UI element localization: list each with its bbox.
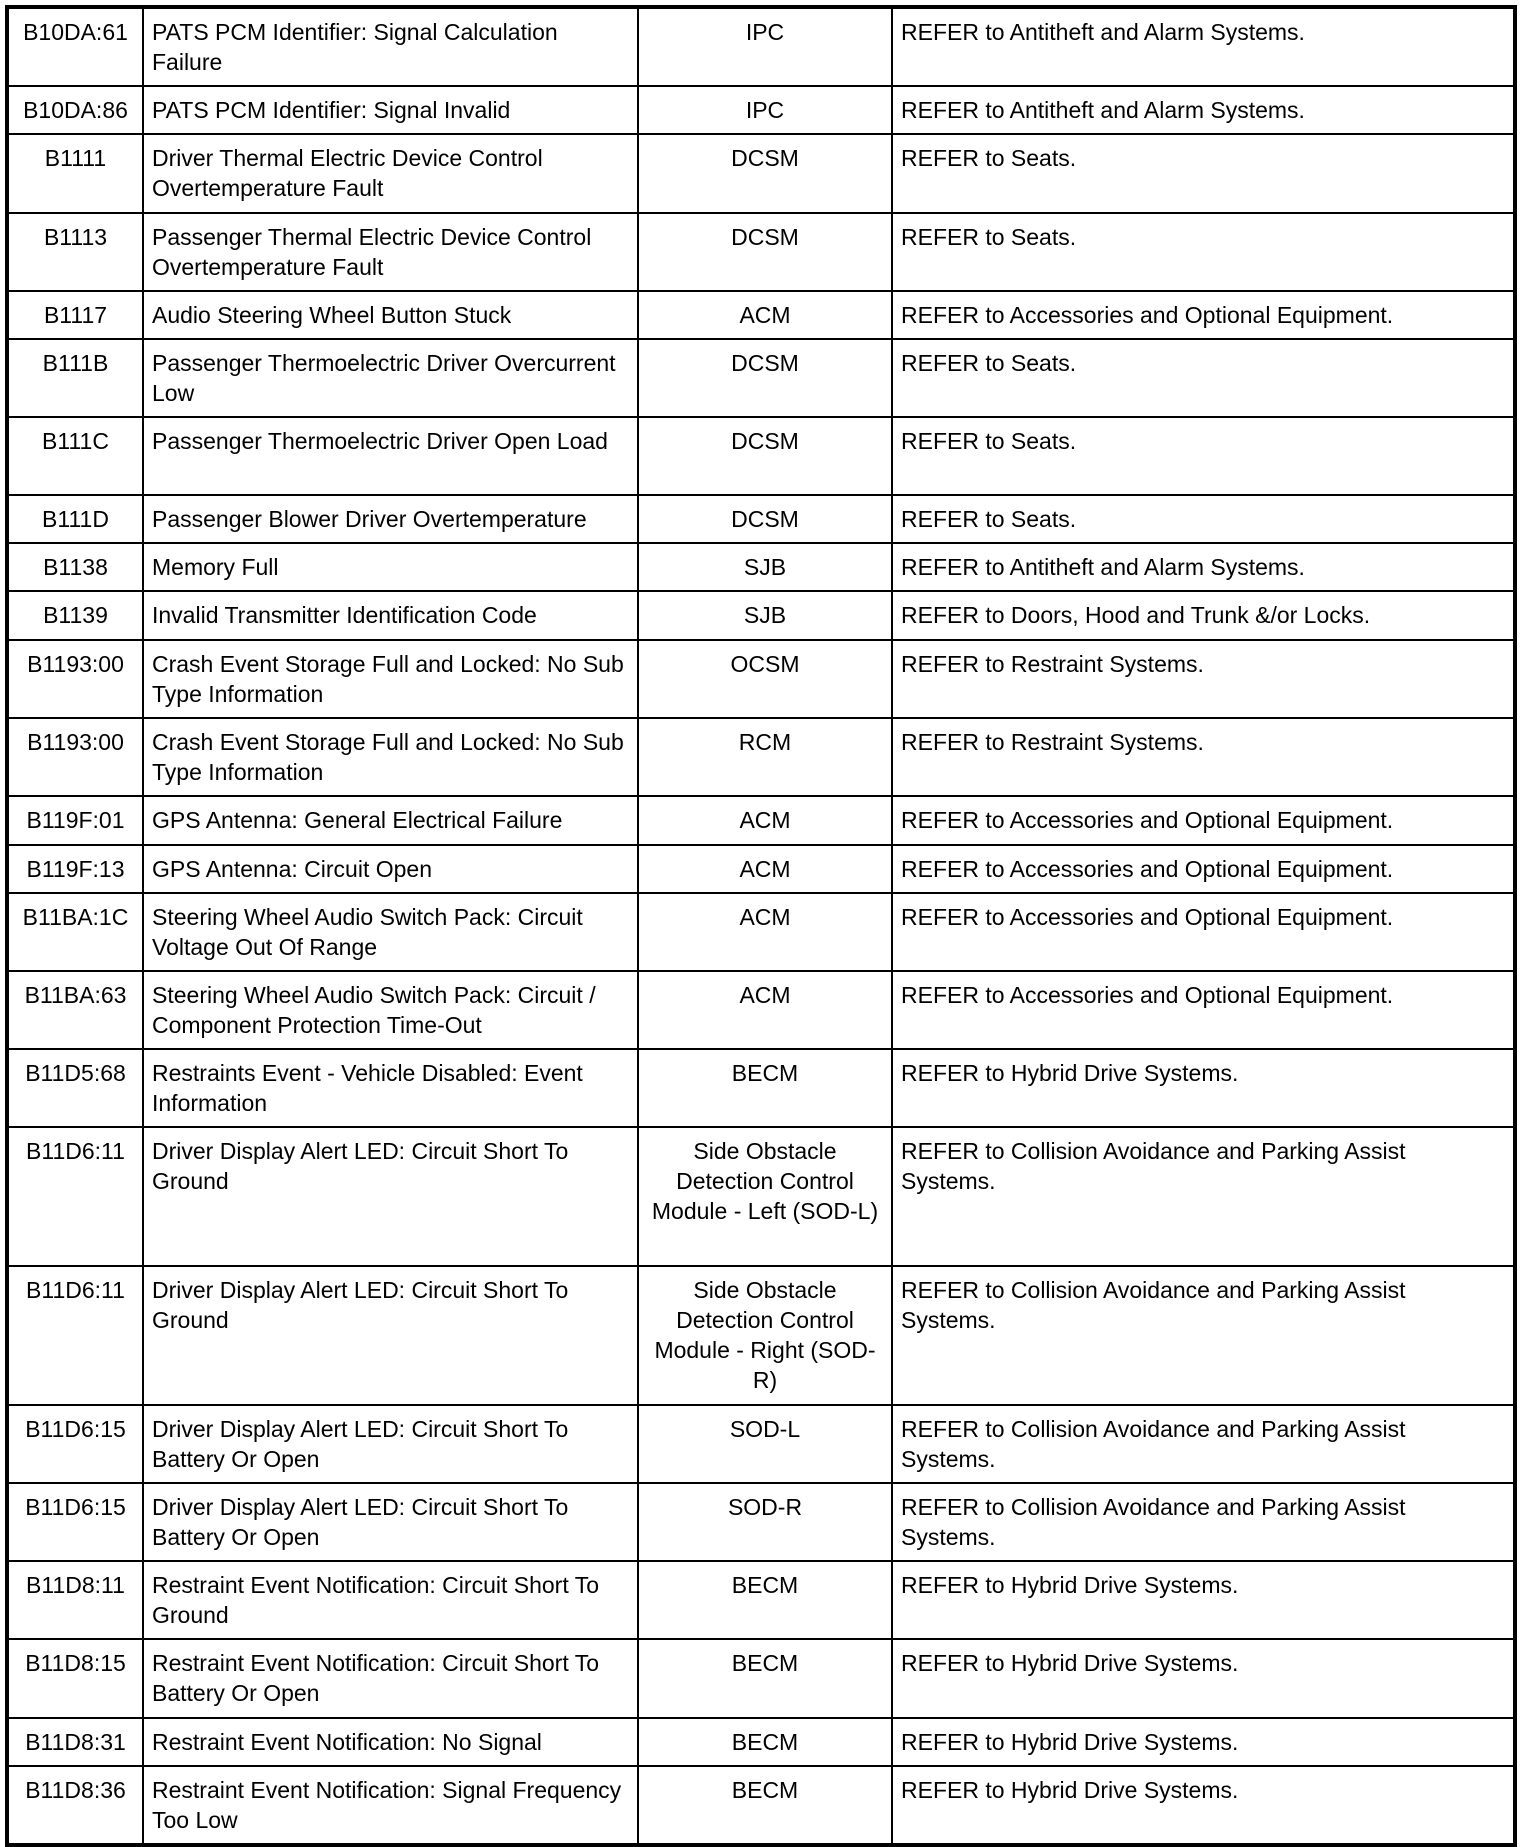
- module-cell: Side Obstacle Detection Control Module - Right (SOD-R): [638, 1266, 892, 1405]
- description-cell: Driver Display Alert LED: Circuit Short To Battery Or Open: [143, 1483, 638, 1561]
- action-cell: REFER to Accessories and Optional Equipment.: [892, 291, 1515, 339]
- description-cell: Driver Thermal Electric Device Control Overtemperature Fault: [143, 134, 638, 213]
- action-cell: REFER to Accessories and Optional Equipment.: [892, 893, 1515, 971]
- dtc-code-cell: B119F:13: [7, 845, 143, 893]
- description-cell: Invalid Transmitter Identification Code: [143, 591, 638, 640]
- module-cell: SJB: [638, 543, 892, 591]
- description-cell: Restraint Event Notification: Circuit Short To Battery Or Open: [143, 1639, 638, 1718]
- module-cell: BECM: [638, 1561, 892, 1639]
- table-row: [7, 339, 1515, 417]
- dtc-code-cell: B10DA:61: [7, 7, 143, 86]
- table-row: [7, 1266, 1515, 1405]
- module-cell: ACM: [638, 893, 892, 971]
- action-cell: REFER to Restraint Systems.: [892, 718, 1515, 796]
- description-cell: Driver Display Alert LED: Circuit Short To Ground: [143, 1127, 638, 1266]
- table-row: [7, 893, 1515, 971]
- description-cell: Crash Event Storage Full and Locked: No Sub Type Information: [143, 640, 638, 718]
- description-cell: Audio Steering Wheel Button Stuck: [143, 291, 638, 339]
- action-cell: REFER to Seats.: [892, 417, 1515, 495]
- dtc-code-cell: B119F:01: [7, 796, 143, 845]
- action-cell: REFER to Hybrid Drive Systems.: [892, 1049, 1515, 1127]
- description-cell: Steering Wheel Audio Switch Pack: Circuit Voltage Out Of Range: [143, 893, 638, 971]
- table-row: [7, 86, 1515, 134]
- dtc-code-cell: B11D6:15: [7, 1483, 143, 1561]
- module-cell: IPC: [638, 86, 892, 134]
- module-cell: ACM: [638, 845, 892, 893]
- table-row: [7, 796, 1515, 845]
- table-row: [7, 291, 1515, 339]
- description-cell: Passenger Thermoelectric Driver Open Load: [143, 417, 638, 495]
- dtc-code-cell: B11D6:11: [7, 1127, 143, 1266]
- description-cell: PATS PCM Identifier: Signal Calculation Failure: [143, 7, 638, 86]
- module-cell: IPC: [638, 7, 892, 86]
- dtc-code-cell: B11D6:15: [7, 1405, 143, 1483]
- module-cell: OCSM: [638, 640, 892, 718]
- dtc-table-body: [7, 7, 1515, 1845]
- module-cell: BECM: [638, 1718, 892, 1766]
- dtc-code-cell: B11D8:31: [7, 1718, 143, 1766]
- dtc-table: [5, 5, 1517, 1847]
- table-row: [7, 1049, 1515, 1127]
- module-cell: DCSM: [638, 134, 892, 213]
- dtc-code-cell: B11D5:68: [7, 1049, 143, 1127]
- table-row: [7, 1483, 1515, 1561]
- dtc-code-cell: B11D8:15: [7, 1639, 143, 1718]
- action-cell: REFER to Collision Avoidance and Parking Assist Systems.: [892, 1405, 1515, 1483]
- description-cell: Restraint Event Notification: No Signal: [143, 1718, 638, 1766]
- action-cell: REFER to Hybrid Drive Systems.: [892, 1766, 1515, 1845]
- action-cell: REFER to Seats.: [892, 339, 1515, 417]
- dtc-code-cell: B111C: [7, 417, 143, 495]
- action-cell: REFER to Seats.: [892, 213, 1515, 291]
- dtc-code-cell: B11BA:63: [7, 971, 143, 1049]
- table-row: [7, 417, 1515, 495]
- dtc-code-cell: B11D8:11: [7, 1561, 143, 1639]
- description-cell: Steering Wheel Audio Switch Pack: Circuit / Component Protection Time-Out: [143, 971, 638, 1049]
- action-cell: REFER to Collision Avoidance and Parking Assist Systems.: [892, 1266, 1515, 1405]
- module-cell: ACM: [638, 291, 892, 339]
- action-cell: REFER to Accessories and Optional Equipment.: [892, 845, 1515, 893]
- table-row: [7, 543, 1515, 591]
- table-row: [7, 1766, 1515, 1845]
- table-row: [7, 495, 1515, 543]
- description-cell: Passenger Thermoelectric Driver Overcurrent Low: [143, 339, 638, 417]
- module-cell: ACM: [638, 796, 892, 845]
- module-cell: SJB: [638, 591, 892, 640]
- table-row: [7, 1405, 1515, 1483]
- description-cell: Passenger Thermal Electric Device Control Overtemperature Fault: [143, 213, 638, 291]
- description-cell: Memory Full: [143, 543, 638, 591]
- dtc-code-cell: B1193:00: [7, 640, 143, 718]
- description-cell: Restraint Event Notification: Circuit Short To Ground: [143, 1561, 638, 1639]
- module-cell: DCSM: [638, 495, 892, 543]
- module-cell: BECM: [638, 1639, 892, 1718]
- table-row: [7, 213, 1515, 291]
- description-cell: Passenger Blower Driver Overtemperature: [143, 495, 638, 543]
- action-cell: REFER to Collision Avoidance and Parking Assist Systems.: [892, 1127, 1515, 1266]
- dtc-code-cell: B1117: [7, 291, 143, 339]
- description-cell: Crash Event Storage Full and Locked: No Sub Type Information: [143, 718, 638, 796]
- dtc-code-cell: B10DA:86: [7, 86, 143, 134]
- action-cell: REFER to Antitheft and Alarm Systems.: [892, 86, 1515, 134]
- dtc-code-cell: B1138: [7, 543, 143, 591]
- module-cell: DCSM: [638, 213, 892, 291]
- table-row: [7, 845, 1515, 893]
- description-cell: Restraints Event - Vehicle Disabled: Event Information: [143, 1049, 638, 1127]
- dtc-code-cell: B1193:00: [7, 718, 143, 796]
- description-cell: PATS PCM Identifier: Signal Invalid: [143, 86, 638, 134]
- dtc-code-cell: B111B: [7, 339, 143, 417]
- table-row: [7, 1718, 1515, 1766]
- action-cell: REFER to Hybrid Drive Systems.: [892, 1561, 1515, 1639]
- action-cell: REFER to Restraint Systems.: [892, 640, 1515, 718]
- action-cell: REFER to Accessories and Optional Equipment.: [892, 971, 1515, 1049]
- table-row: [7, 591, 1515, 640]
- table-row: [7, 718, 1515, 796]
- table-row: [7, 971, 1515, 1049]
- action-cell: REFER to Accessories and Optional Equipment.: [892, 796, 1515, 845]
- action-cell: REFER to Hybrid Drive Systems.: [892, 1718, 1515, 1766]
- action-cell: REFER to Antitheft and Alarm Systems.: [892, 7, 1515, 86]
- module-cell: Side Obstacle Detection Control Module - Left (SOD-L): [638, 1127, 892, 1266]
- description-cell: GPS Antenna: Circuit Open: [143, 845, 638, 893]
- description-cell: Restraint Event Notification: Signal Frequency Too Low: [143, 1766, 638, 1845]
- module-cell: RCM: [638, 718, 892, 796]
- dtc-code-cell: B1113: [7, 213, 143, 291]
- module-cell: SOD-R: [638, 1483, 892, 1561]
- dtc-code-cell: B1139: [7, 591, 143, 640]
- module-cell: SOD-L: [638, 1405, 892, 1483]
- module-cell: ACM: [638, 971, 892, 1049]
- action-cell: REFER to Seats.: [892, 134, 1515, 213]
- module-cell: DCSM: [638, 417, 892, 495]
- table-row: [7, 7, 1515, 86]
- dtc-code-cell: B1111: [7, 134, 143, 213]
- table-row: [7, 640, 1515, 718]
- table-row: [7, 1561, 1515, 1639]
- dtc-code-cell: B11BA:1C: [7, 893, 143, 971]
- table-row: [7, 1639, 1515, 1718]
- action-cell: REFER to Collision Avoidance and Parking Assist Systems.: [892, 1483, 1515, 1561]
- description-cell: GPS Antenna: General Electrical Failure: [143, 796, 638, 845]
- module-cell: BECM: [638, 1766, 892, 1845]
- action-cell: REFER to Hybrid Drive Systems.: [892, 1639, 1515, 1718]
- action-cell: REFER to Antitheft and Alarm Systems.: [892, 543, 1515, 591]
- description-cell: Driver Display Alert LED: Circuit Short To Ground: [143, 1266, 638, 1405]
- dtc-code-cell: B111D: [7, 495, 143, 543]
- module-cell: DCSM: [638, 339, 892, 417]
- table-row: [7, 1127, 1515, 1266]
- dtc-code-cell: B11D6:11: [7, 1266, 143, 1405]
- module-cell: BECM: [638, 1049, 892, 1127]
- description-cell: Driver Display Alert LED: Circuit Short To Battery Or Open: [143, 1405, 638, 1483]
- dtc-code-cell: B11D8:36: [7, 1766, 143, 1845]
- action-cell: REFER to Seats.: [892, 495, 1515, 543]
- table-row: [7, 134, 1515, 213]
- action-cell: REFER to Doors, Hood and Trunk &/or Locks.: [892, 591, 1515, 640]
